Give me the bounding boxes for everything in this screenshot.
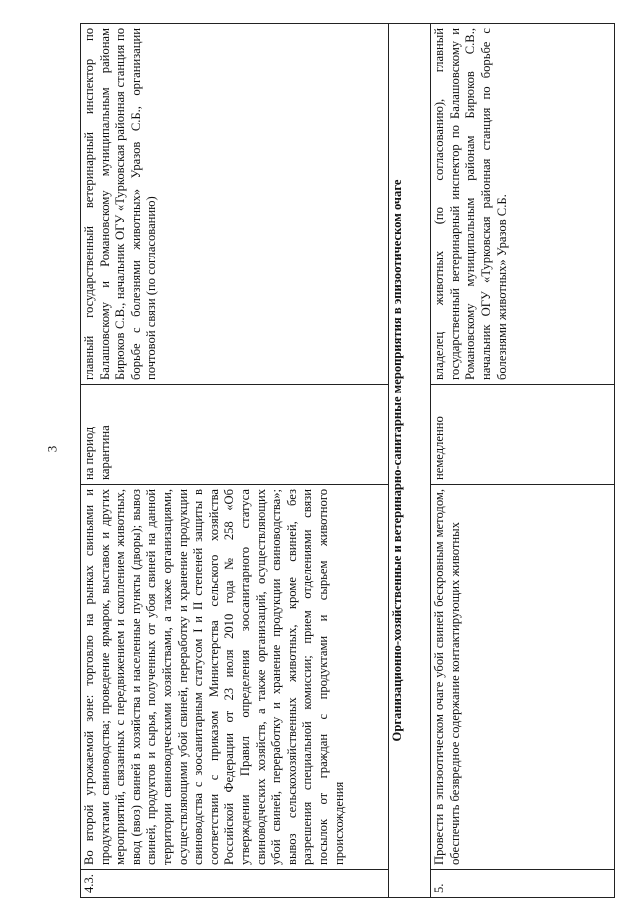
term-text: немедленно: [431, 385, 615, 485]
responsible-text: главный государственный ветеринарный инспектор по Балашовскому и Романовскому муниципальным районам Бирюков С.В., начальник ОГУ «Турковская районная станция по борьбе с болезнями животных» Уразов С.Б., организации почтовой связи (по согласованию): [81, 24, 389, 385]
section-header-row: [389, 24, 431, 898]
table-row: [431, 24, 615, 898]
rotated-table-container: [80, 24, 615, 898]
measure-text: Во второй угрожаемой зоне: торговлю на рынках свиньями и продуктами свиноводства; проведение ярмарок, выставок и других мероприятий, связанных с передвижением и скоплением животных, ввод (ввоз) свиней в хозяйства и населенные пункты (дворы); вывоз свиней, продуктов и сырья, полученных от убоя свиней на данной территории свиноводческими хозяйствами, а также организациями, осуществляющими убой свиней, переработку и хранение продукции свиноводства с зоосанитарным статусом I и II степеней защиты в соответствии с приказом Министерства сельского хозяйства Российской Федерации от 23 июля 2010 года № 258 «Об утверждении Правил определения зоосанитарного статуса свиноводческих хозяйств, а также организаций, осуществляющих убой свиней, переработку и хранение продукции свиноводства»; вывоз сельскохозяйственных животных, кроме свиней, без разрешения специальной комиссии; прием отделениями связи посылок от граждан с продуктами и сырьем животного происхождения: [81, 485, 389, 870]
table-row: [81, 24, 389, 898]
row-number: 5.: [431, 870, 615, 898]
term-text: на период карантина: [81, 385, 389, 485]
section-title: Организационно-хозяйственные и ветеринарно-санитарные мероприятия в эпизоотическом очаге: [389, 24, 431, 898]
measure-text: Провести в эпизоотическом очаге убой свиней бескровным методом, обеспечить безвредное содержание контактирующих животных: [431, 485, 615, 870]
responsible-text: владелец животных (по согласованию), главный государственный ветеринарный инспектор по Балашовскому и Романовскому муниципальным районам Бирюков С.В., начальник ОГУ «Турковская районная станция по борьбе с болезнями животных» Уразов С.Б.: [431, 24, 615, 385]
page-number: 3: [44, 445, 60, 453]
row-number: 4.3.: [81, 870, 389, 898]
measures-table: [80, 23, 615, 898]
